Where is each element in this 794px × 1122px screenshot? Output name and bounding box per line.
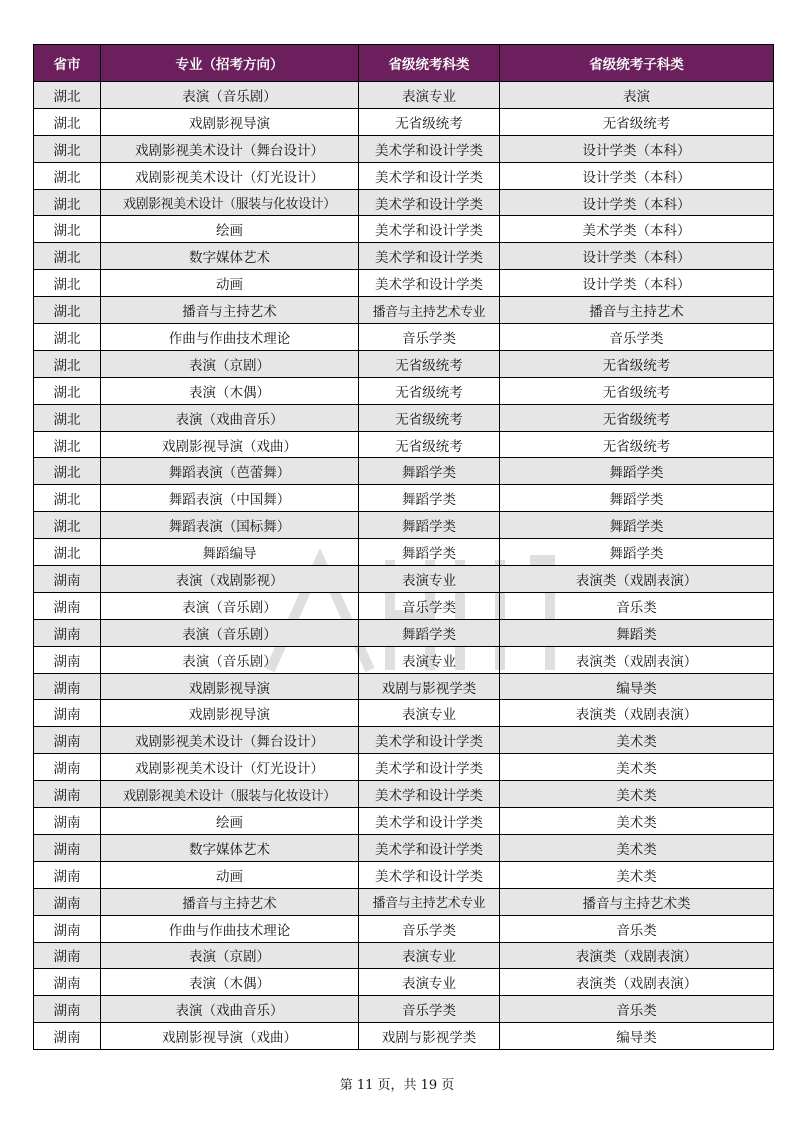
cell-province: 湖北 (34, 189, 101, 216)
cell-exam-subcategory: 设计学类（本科） (500, 135, 774, 162)
cell-exam-subcategory: 表演类（戏剧表演） (500, 700, 774, 727)
cell-exam-category: 无省级统考 (359, 350, 500, 377)
cell-exam-category: 音乐学类 (359, 324, 500, 351)
table-row (34, 189, 774, 216)
cell-major: 戏剧影视美术设计（服装与化妆设计） (101, 189, 359, 216)
table-row (34, 673, 774, 700)
cell-exam-category: 美术学和设计学类 (359, 270, 500, 297)
cell-exam-subcategory: 编导类 (500, 1023, 774, 1050)
cell-province: 湖北 (34, 539, 101, 566)
cell-major: 动画 (101, 861, 359, 888)
cell-exam-subcategory: 舞蹈学类 (500, 458, 774, 485)
table-row (34, 135, 774, 162)
table-row (34, 243, 774, 270)
cell-province: 湖北 (34, 485, 101, 512)
cell-major: 表演（戏曲音乐） (101, 996, 359, 1023)
cell-exam-subcategory: 编导类 (500, 673, 774, 700)
cell-exam-subcategory: 播音与主持艺术类 (500, 888, 774, 915)
cell-exam-category: 美术学和设计学类 (359, 754, 500, 781)
cell-exam-category: 美术学和设计学类 (359, 781, 500, 808)
cell-province: 湖北 (34, 350, 101, 377)
cell-major: 播音与主持艺术 (101, 297, 359, 324)
cell-exam-subcategory: 无省级统考 (500, 350, 774, 377)
cell-exam-subcategory: 无省级统考 (500, 108, 774, 135)
cell-province: 湖南 (34, 1023, 101, 1050)
cell-province: 湖北 (34, 243, 101, 270)
table-row (34, 969, 774, 996)
cell-major: 播音与主持艺术 (101, 888, 359, 915)
cell-exam-category: 美术学和设计学类 (359, 243, 500, 270)
cell-major: 表演（音乐剧） (101, 592, 359, 619)
cell-exam-category: 音乐学类 (359, 996, 500, 1023)
cell-major: 戏剧影视导演（戏曲） (101, 431, 359, 458)
cell-major: 舞蹈编导 (101, 539, 359, 566)
cell-exam-category: 美术学和设计学类 (359, 727, 500, 754)
cell-major: 舞蹈表演（中国舞） (101, 485, 359, 512)
table-header-row (34, 45, 774, 82)
cell-major: 戏剧影视美术设计（舞台设计） (101, 135, 359, 162)
table-row (34, 404, 774, 431)
cell-province: 湖北 (34, 431, 101, 458)
cell-exam-subcategory: 表演类（戏剧表演） (500, 942, 774, 969)
cell-major: 作曲与作曲技术理论 (101, 915, 359, 942)
cell-province: 湖北 (34, 162, 101, 189)
cell-exam-category: 无省级统考 (359, 404, 500, 431)
cell-province: 湖北 (34, 297, 101, 324)
cell-exam-subcategory: 美术类 (500, 727, 774, 754)
cell-exam-subcategory: 舞蹈学类 (500, 539, 774, 566)
cell-exam-subcategory: 表演类（戏剧表演） (500, 646, 774, 673)
cell-major: 戏剧影视导演（戏曲） (101, 1023, 359, 1050)
cell-major: 表演（音乐剧） (101, 619, 359, 646)
cell-exam-category: 戏剧与影视学类 (359, 1023, 500, 1050)
table-row (34, 485, 774, 512)
cell-exam-subcategory: 设计学类（本科） (500, 189, 774, 216)
table-row (34, 297, 774, 324)
cell-exam-category: 无省级统考 (359, 108, 500, 135)
cell-exam-subcategory: 美术类 (500, 808, 774, 835)
cell-province: 湖北 (34, 324, 101, 351)
cell-exam-category: 美术学和设计学类 (359, 189, 500, 216)
cell-major: 表演（木偶） (101, 969, 359, 996)
cell-exam-subcategory: 美术类 (500, 781, 774, 808)
cell-major: 舞蹈表演（国标舞） (101, 512, 359, 539)
cell-exam-category: 舞蹈学类 (359, 512, 500, 539)
cell-exam-category: 表演专业 (359, 969, 500, 996)
cell-exam-subcategory: 音乐类 (500, 592, 774, 619)
cell-province: 湖北 (34, 270, 101, 297)
table-row (34, 861, 774, 888)
cell-exam-subcategory: 美术学类（本科） (500, 216, 774, 243)
table-body (34, 82, 774, 1050)
cell-exam-subcategory: 舞蹈学类 (500, 512, 774, 539)
cell-major: 戏剧影视美术设计（灯光设计） (101, 162, 359, 189)
cell-province: 湖南 (34, 646, 101, 673)
table-row (34, 700, 774, 727)
cell-province: 湖南 (34, 566, 101, 593)
cell-exam-category: 美术学和设计学类 (359, 808, 500, 835)
cell-exam-category: 美术学和设计学类 (359, 162, 500, 189)
header-major: 专业（招考方向） (101, 45, 359, 82)
cell-exam-subcategory: 音乐类 (500, 996, 774, 1023)
table-row (34, 888, 774, 915)
major-table (33, 44, 774, 1050)
cell-major: 动画 (101, 270, 359, 297)
cell-province: 湖南 (34, 592, 101, 619)
table-row (34, 377, 774, 404)
cell-exam-subcategory: 音乐学类 (500, 324, 774, 351)
table-row (34, 324, 774, 351)
cell-exam-subcategory: 表演 (500, 82, 774, 109)
header-exam-subcategory: 省级统考子科类 (500, 45, 774, 82)
cell-major: 绘画 (101, 808, 359, 835)
table-row (34, 808, 774, 835)
cell-exam-category: 表演专业 (359, 82, 500, 109)
cell-exam-subcategory: 音乐类 (500, 915, 774, 942)
cell-major: 数字媒体艺术 (101, 834, 359, 861)
cell-major: 数字媒体艺术 (101, 243, 359, 270)
cell-exam-subcategory: 美术类 (500, 754, 774, 781)
cell-province: 湖北 (34, 404, 101, 431)
cell-province: 湖南 (34, 700, 101, 727)
cell-major: 表演（音乐剧） (101, 646, 359, 673)
cell-major: 戏剧影视美术设计（灯光设计） (101, 754, 359, 781)
major-table-container (33, 44, 773, 1050)
table-row (34, 82, 774, 109)
header-province: 省市 (34, 45, 101, 82)
cell-province: 湖北 (34, 216, 101, 243)
cell-major: 表演（京剧） (101, 942, 359, 969)
cell-exam-subcategory: 舞蹈学类 (500, 485, 774, 512)
cell-province: 湖北 (34, 108, 101, 135)
cell-major: 表演（木偶） (101, 377, 359, 404)
table-row (34, 162, 774, 189)
cell-exam-category: 美术学和设计学类 (359, 834, 500, 861)
cell-province: 湖南 (34, 808, 101, 835)
cell-province: 湖南 (34, 673, 101, 700)
table-row (34, 996, 774, 1023)
table-row (34, 942, 774, 969)
cell-exam-category: 美术学和设计学类 (359, 216, 500, 243)
table-row (34, 566, 774, 593)
table-row (34, 350, 774, 377)
cell-major: 表演（戏剧影视） (101, 566, 359, 593)
cell-province: 湖南 (34, 888, 101, 915)
cell-exam-subcategory: 设计学类（本科） (500, 243, 774, 270)
cell-exam-category: 表演专业 (359, 566, 500, 593)
cell-exam-subcategory: 设计学类（本科） (500, 162, 774, 189)
cell-exam-category: 无省级统考 (359, 431, 500, 458)
cell-exam-subcategory: 无省级统考 (500, 404, 774, 431)
cell-province: 湖南 (34, 727, 101, 754)
cell-exam-subcategory: 无省级统考 (500, 431, 774, 458)
table-row (34, 458, 774, 485)
table-row (34, 108, 774, 135)
table-row (34, 646, 774, 673)
table-row (34, 216, 774, 243)
cell-exam-category: 播音与主持艺术专业 (359, 888, 500, 915)
table-row (34, 781, 774, 808)
cell-province: 湖北 (34, 82, 101, 109)
cell-exam-subcategory: 舞蹈类 (500, 619, 774, 646)
cell-province: 湖北 (34, 377, 101, 404)
cell-exam-category: 美术学和设计学类 (359, 861, 500, 888)
table-row (34, 727, 774, 754)
table-row (34, 834, 774, 861)
cell-province: 湖北 (34, 135, 101, 162)
table-row (34, 539, 774, 566)
table-row (34, 592, 774, 619)
cell-exam-subcategory: 表演类（戏剧表演） (500, 969, 774, 996)
cell-province: 湖南 (34, 834, 101, 861)
table-row (34, 915, 774, 942)
cell-exam-subcategory: 表演类（戏剧表演） (500, 566, 774, 593)
cell-exam-category: 表演专业 (359, 646, 500, 673)
cell-province: 湖南 (34, 969, 101, 996)
cell-province: 湖南 (34, 861, 101, 888)
cell-province: 湖南 (34, 781, 101, 808)
cell-major: 舞蹈表演（芭蕾舞） (101, 458, 359, 485)
cell-exam-category: 无省级统考 (359, 377, 500, 404)
cell-province: 湖南 (34, 996, 101, 1023)
cell-major: 戏剧影视导演 (101, 673, 359, 700)
cell-exam-category: 舞蹈学类 (359, 458, 500, 485)
table-row (34, 754, 774, 781)
cell-major: 表演（音乐剧） (101, 82, 359, 109)
cell-exam-category: 戏剧与影视学类 (359, 673, 500, 700)
table-row (34, 512, 774, 539)
cell-province: 湖南 (34, 619, 101, 646)
cell-exam-category: 音乐学类 (359, 915, 500, 942)
header-exam-category: 省级统考科类 (359, 45, 500, 82)
cell-major: 戏剧影视导演 (101, 108, 359, 135)
cell-major: 戏剧影视美术设计（服装与化妆设计） (101, 781, 359, 808)
cell-major: 戏剧影视导演 (101, 700, 359, 727)
cell-exam-category: 舞蹈学类 (359, 485, 500, 512)
cell-province: 湖北 (34, 458, 101, 485)
cell-major: 戏剧影视美术设计（舞台设计） (101, 727, 359, 754)
cell-exam-subcategory: 播音与主持艺术 (500, 297, 774, 324)
cell-province: 湖南 (34, 942, 101, 969)
cell-exam-subcategory: 设计学类（本科） (500, 270, 774, 297)
table-row (34, 431, 774, 458)
cell-province: 湖南 (34, 754, 101, 781)
cell-exam-subcategory: 美术类 (500, 861, 774, 888)
cell-major: 绘画 (101, 216, 359, 243)
cell-province: 湖南 (34, 915, 101, 942)
cell-exam-category: 表演专业 (359, 942, 500, 969)
cell-exam-category: 美术学和设计学类 (359, 135, 500, 162)
cell-exam-category: 舞蹈学类 (359, 619, 500, 646)
table-row (34, 270, 774, 297)
cell-exam-category: 表演专业 (359, 700, 500, 727)
table-row (34, 619, 774, 646)
cell-exam-subcategory: 美术类 (500, 834, 774, 861)
cell-exam-category: 舞蹈学类 (359, 539, 500, 566)
cell-major: 表演（京剧） (101, 350, 359, 377)
cell-exam-category: 音乐学类 (359, 592, 500, 619)
page-number: 第 11 页，共 19 页 (339, 1078, 455, 1093)
cell-exam-category: 播音与主持艺术专业 (359, 297, 500, 324)
cell-exam-subcategory: 无省级统考 (500, 377, 774, 404)
table-row (34, 1023, 774, 1050)
cell-major: 表演（戏曲音乐） (101, 404, 359, 431)
cell-major: 作曲与作曲技术理论 (101, 324, 359, 351)
cell-province: 湖北 (34, 512, 101, 539)
